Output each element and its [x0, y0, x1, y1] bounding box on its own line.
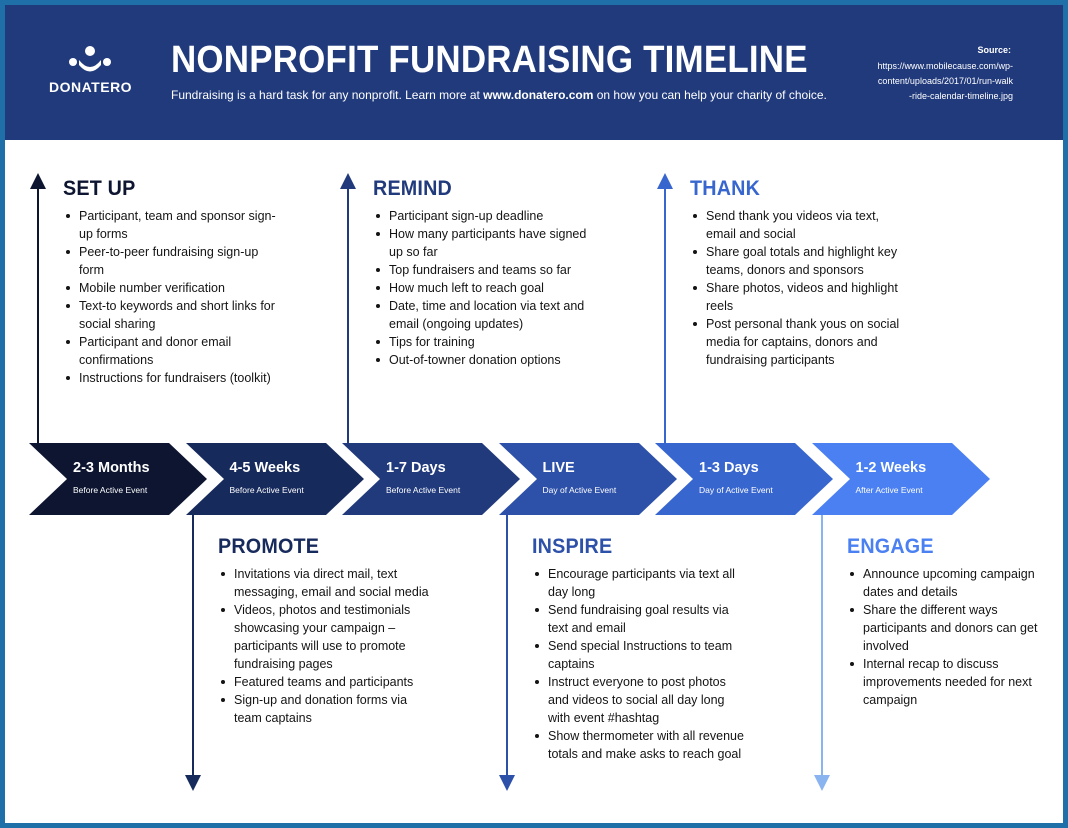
infographic-frame [5, 5, 1063, 823]
stage-list [373, 207, 588, 369]
list-item: Post personal thank yous on social media for captains, donors and fundraising participants [706, 315, 905, 369]
timeline-period: 2-3 Months [73, 460, 150, 476]
stage-list [218, 565, 433, 727]
timeline-period-note: Day of Active Event [699, 485, 773, 495]
timeline-segment [29, 443, 207, 515]
stage-engage [847, 535, 1047, 709]
list-item: Share the different ways participants and donors can get involved [863, 601, 1047, 655]
stage-title: THANK [690, 177, 761, 200]
timeline-segment [499, 443, 677, 515]
list-item: Show thermometer with all revenue totals and make asks to reach goal [548, 727, 747, 763]
timeline-segment [812, 443, 990, 515]
stage-title: SET UP [63, 177, 136, 200]
timeline-period: 4-5 Weeks [229, 460, 301, 476]
stage-list [847, 565, 1047, 709]
chevron-arrow-shape [342, 443, 520, 515]
list-item: Send special Instructions to team captains [548, 637, 747, 673]
list-item: Share goal totals and highlight key teams, donors and sponsors [706, 243, 905, 279]
list-item: Instructions for fundraisers (toolkit) [79, 369, 278, 387]
list-item: Send thank you videos via text, email and social [706, 207, 905, 243]
stage-title: ENGAGE [847, 535, 934, 558]
list-item: Featured teams and participants [234, 673, 433, 691]
stage-title: REMIND [373, 177, 452, 200]
list-item: Participant and donor email confirmations [79, 333, 278, 369]
page-title: NONPROFIT FUNDRAISING TIMELINE [171, 39, 808, 81]
list-item: Out-of-towner donation options [389, 351, 588, 369]
subtitle-link[interactable]: www.donatero.com [483, 88, 594, 102]
source-label: Source: [977, 45, 1011, 55]
timeline-segment [342, 443, 520, 515]
list-item: Mobile number verification [79, 279, 278, 297]
list-item: How much left to reach goal [389, 279, 588, 297]
list-item: Invitations via direct mail, text messaging, email and social media [234, 565, 433, 601]
subtitle-text-end: on how you can help your charity of choice. [593, 88, 827, 102]
chevron-arrow-shape [655, 443, 833, 515]
list-item: Instruct everyone to post photos and videos to social all day long with event #hashtag [548, 673, 747, 727]
timeline-period: 1-3 Days [699, 460, 759, 476]
stage-setup [63, 177, 278, 387]
stage-title: INSPIRE [532, 535, 613, 558]
list-item: Text-to keywords and short links for social sharing [79, 297, 278, 333]
list-item: How many participants have signed up so far [389, 227, 587, 259]
stage-promote [218, 535, 433, 727]
list-item: Date, time and location via text and email (ongoing updates) [389, 297, 588, 333]
list-item: Send fundraising goal results via text and email [548, 601, 747, 637]
timeline-period-note: After Active Event [855, 485, 923, 495]
list-item: Participant, team and sponsor sign-up forms [79, 207, 278, 243]
timeline-period: 1-2 Weeks [855, 460, 927, 476]
stage-remind [373, 177, 588, 369]
stage-list [63, 207, 278, 387]
timeline-period: LIVE [542, 460, 575, 476]
stage-list [690, 207, 905, 369]
source-url[interactable]: https://www.mobilecause.com/wp-content/uploads/2017/01/run-walk-ride-calendar-timeline.jpg [877, 61, 1013, 101]
list-item: Share photos, videos and highlight reels [706, 279, 905, 315]
timeline-segment [655, 443, 833, 515]
chevron-arrow-shape [29, 443, 207, 515]
list-item: Encourage participants via text all day long [548, 565, 747, 601]
stage-inspire [532, 535, 747, 763]
timeline-segment [186, 443, 364, 515]
stage-thank [690, 177, 905, 369]
stage-list [532, 565, 747, 763]
timeline-period-note: Before Active Event [229, 485, 304, 495]
list-item: Sign-up and donation forms via team captains [234, 691, 433, 727]
stage-title: PROMOTE [218, 535, 320, 558]
timeline-period-note: Before Active Event [73, 485, 148, 495]
subtitle-text-start: Fundraising is a hard task for any nonprofit. Learn more at [171, 88, 484, 102]
chevron-arrow-shape [499, 443, 677, 515]
list-item: Peer-to-peer fundraising sign-up form [79, 243, 278, 279]
list-item: Top fundraisers and teams so far [389, 261, 588, 279]
timeline-period: 1-7 Days [386, 460, 446, 476]
list-item: Videos, photos and testimonials showcasing your campaign – participants will use to promote fundraising pages [234, 601, 433, 673]
chevron-arrow-shape [812, 443, 990, 515]
list-item: Announce upcoming campaign dates and details [863, 565, 1047, 601]
list-item: Tips for training [389, 333, 588, 351]
brand-name: DONATERO [49, 79, 133, 95]
timeline-period-note: Before Active Event [386, 485, 461, 495]
list-item: Internal recap to discuss improvements needed for next campaign [863, 655, 1047, 709]
chevron-arrow-shape [186, 443, 364, 515]
list-item: Participant sign-up deadline [389, 207, 588, 225]
timeline-period-note: Day of Active Event [542, 485, 617, 495]
